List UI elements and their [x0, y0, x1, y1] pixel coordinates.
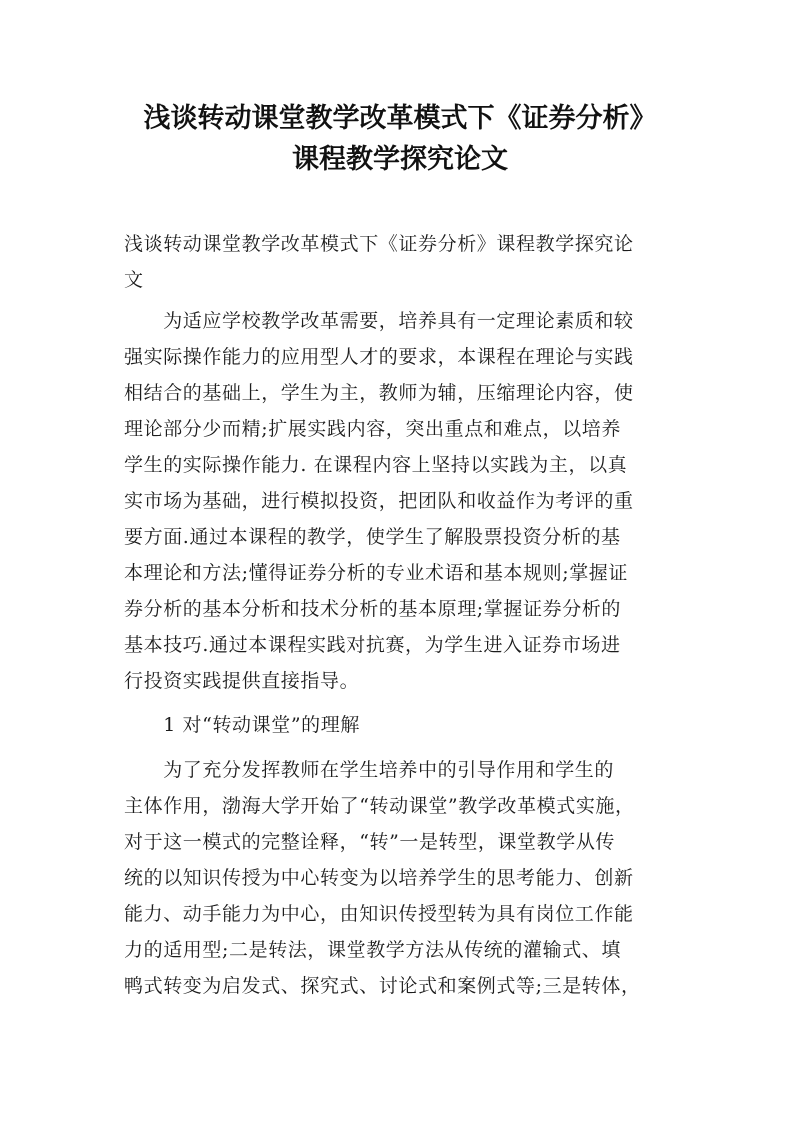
body-line: 实市场为基础，进行模拟投资，把团队和收益作为考评的重 — [124, 490, 634, 512]
body-line: 对于这一模式的完整诠释，“转”一是转型，课堂教学从传 — [124, 831, 616, 853]
body-line: 主体作用，渤海大学开始了“转动课堂”教学改革模式实施， — [124, 795, 635, 817]
section-heading: 1 对“转动课堂”的理解 — [124, 714, 360, 736]
body-line: 为了充分发挥教师在学生培养中的引导作用和学生的 — [124, 759, 615, 781]
body-line: 力的适用型;二是转法，课堂教学方法从传统的灌输式、填 — [124, 939, 622, 961]
body-line: 本理论和方法;懂得证券分析的专业术语和基本规则;掌握证 — [124, 562, 629, 584]
body-line: 券分析的基本分析和技术分析的基本原理;掌握证券分析的 — [124, 598, 622, 620]
body-line: 行投资实践提供直接指导。 — [124, 670, 360, 692]
body-line: 文 — [124, 269, 144, 291]
body-line: 要方面.通过本课程的教学，使学生了解股票投资分析的基 — [124, 526, 621, 548]
body-line: 能力、动手能力为中心，由知识传授型转为具有岗位工作能 — [124, 903, 634, 925]
body-line: 为适应学校教学改革需要，培养具有一定理论素质和较 — [124, 310, 634, 332]
body-line: 统的以知识传授为中心转变为以培养学生的思考能力、创新 — [124, 867, 634, 889]
body-line: 浅谈转动课堂教学改革模式下《证券分析》课程教学探究论 — [124, 233, 634, 255]
body-line: 强实际操作能力的应用型人才的要求，本课程在理论与实践 — [124, 346, 634, 368]
body-line: 鸭式转变为启发式、探究式、讨论式和案例式等;三是转体， — [124, 975, 641, 997]
document-title-line-2: 课程教学探究论文 — [292, 144, 508, 175]
body-line: 学生的实际操作能力. 在课程内容上坚持以实践为主，以真 — [124, 454, 628, 476]
body-line: 理论部分少而精;扩展实践内容，突出重点和难点，以培养 — [124, 418, 622, 440]
document-title-line-1: 浅谈转动课堂教学改革模式下《证券分析》 — [143, 103, 657, 134]
body-line: 相结合的基础上，学生为主，教师为辅，压缩理论内容，使 — [124, 382, 634, 404]
body-line: 基本技巧.通过本课程实践对抗赛，为学生进入证券市场进 — [124, 634, 621, 656]
